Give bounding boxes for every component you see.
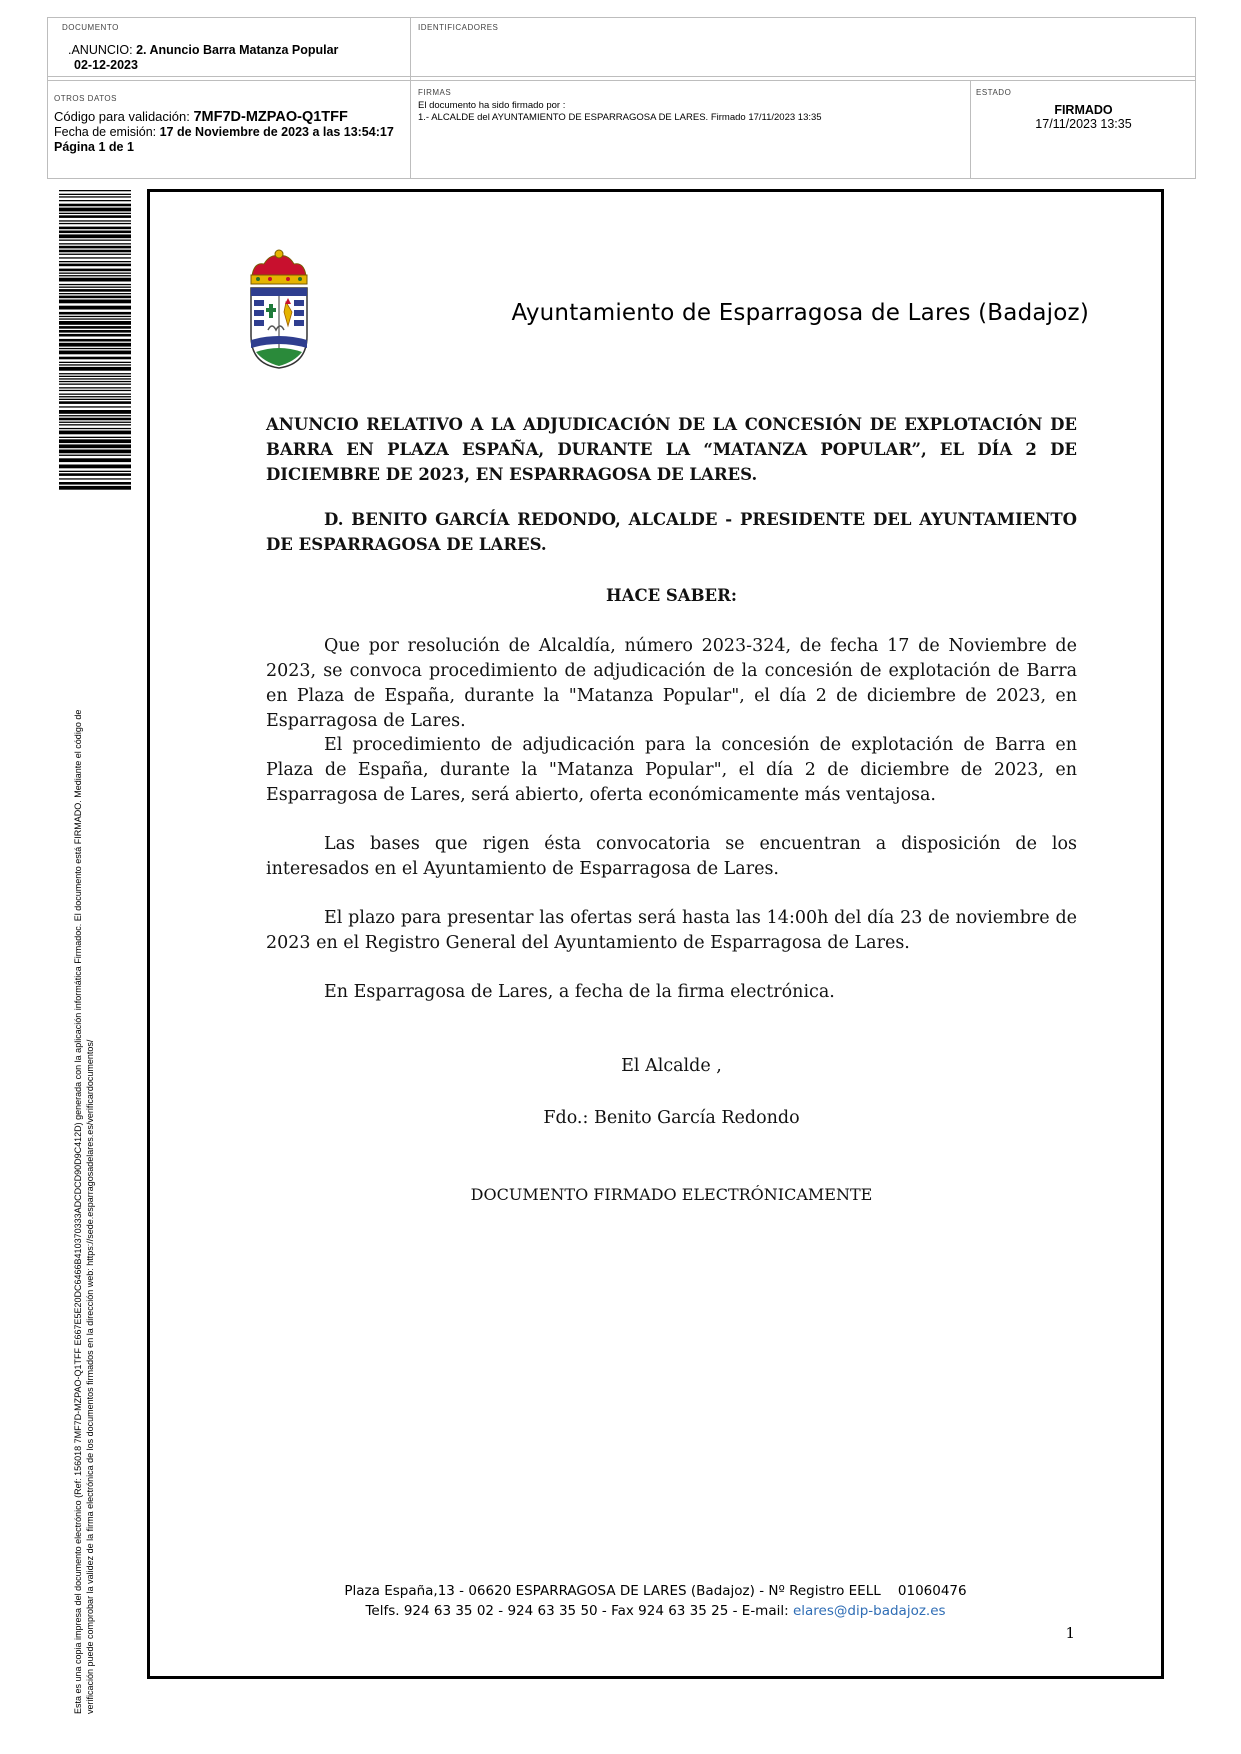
barcode-bar — [59, 273, 131, 274]
hace-saber-heading: HACE SABER: — [606, 586, 737, 605]
footer-phones: Telfs. 924 63 35 02 - 924 63 35 50 - Fax 924 63 35 25 - E-mail: — [365, 1603, 793, 1619]
firmas-cell — [418, 88, 963, 124]
barcode-bar — [59, 444, 131, 448]
estado-cell — [976, 88, 1191, 131]
barcode-bar — [59, 296, 131, 299]
barcode-bar — [59, 326, 131, 329]
documento-label: DOCUMENTO — [62, 23, 119, 32]
barcode-bar — [59, 220, 131, 221]
barcode-bar — [59, 455, 131, 456]
barcode-bar — [59, 424, 131, 425]
validation-code — [54, 109, 404, 125]
document-header-table — [47, 17, 1196, 179]
barcode-bar — [59, 204, 131, 207]
page-number: 1 — [1065, 1624, 1075, 1642]
documento-cell — [62, 23, 402, 72]
barcode-bar — [59, 348, 131, 349]
barcode-bar — [59, 196, 131, 197]
barcode-bar — [59, 278, 131, 282]
barcode-bar — [59, 284, 131, 285]
estado-label: ESTADO — [976, 88, 1012, 97]
barcode-bar — [59, 465, 131, 469]
barcode-bar — [59, 415, 131, 416]
barcode-bar — [59, 261, 131, 262]
signature-name: Fdo.: Benito García Redondo — [543, 1108, 800, 1128]
barcode-bar — [59, 269, 131, 272]
barcode-bar — [59, 254, 131, 255]
barcode-bar — [59, 364, 131, 365]
validation-code-label: Código para validación: — [54, 109, 194, 124]
emission-date-value: 17 de Noviembre de 2023 a las 13:54:17 — [159, 125, 394, 139]
verification-line-2: verificación puede comprobar la validez de la firma electrónica de los documentos firmados en la dirección web: https://sede.esparragosadelares.es/verificardocumentos/ — [85, 1039, 95, 1714]
barcode-bar — [59, 316, 131, 317]
barcode-bar — [59, 250, 131, 253]
documento-title — [62, 43, 402, 57]
paragraph-place-date: En Esparragosa de Lares, a fecha de la firma electrónica. — [324, 982, 835, 1002]
barcode-bar — [59, 478, 131, 479]
barcode-bar — [59, 357, 131, 360]
barcode-bar — [59, 422, 131, 423]
barcode-bar — [59, 373, 131, 374]
barcode-bar — [59, 367, 131, 371]
validation-code-value[interactable]: 7MF7D-MZPAO-Q1TFF — [193, 109, 348, 125]
verification-line-1: Esta es una copia impresa del documento electrónico (Ref: 156018 7MF7D-MZPAO-Q1TFF E667E5E20DC6466B410370333ADCDCD90D9C412D) generada con la aplicación informática Firmadoc. El documento está FIRMADO. Mediante el código de — [73, 709, 83, 1714]
documento-prefix: .ANUNCIO: — [68, 43, 137, 57]
barcode-bar — [59, 399, 131, 400]
barcode-bar — [59, 194, 131, 195]
firmas-signer: 1.- ALCALDE del AYUNTAMIENTO DE ESPARRAGOSA DE LARES. Firmado 17/11/2023 13:35 — [418, 112, 822, 123]
barcode-bar — [59, 450, 131, 454]
otros-datos-cell — [54, 94, 404, 155]
barcode-bar — [59, 289, 131, 292]
barcode-bar — [59, 431, 131, 435]
barcode-bar — [59, 471, 131, 472]
barcode-bar — [59, 381, 131, 382]
footer-contact — [150, 1603, 1161, 1619]
identificadores-label: IDENTIFICADORES — [418, 23, 499, 32]
barcode-bar — [59, 473, 131, 476]
barcode-bar — [59, 231, 131, 234]
barcode-bar — [59, 264, 131, 267]
barcode-bar — [59, 243, 131, 244]
barcode-bar — [59, 293, 131, 294]
announcement-heading: ANUNCIO RELATIVO A LA ADJUDICACIÓN DE LA CONCESIÓN DE EXPLOTACIÓN DE BARRA EN PLAZA ESPAÑA, DURANTE LA “MATANZA POPULAR”, EL DÍA 2 DE DICIEMBRE DE 2023, EN ESPARRAGOSA DE LARES. — [266, 415, 1077, 484]
barcode-bar — [59, 321, 131, 325]
footer-address: Plaza España,13 - 06620 ESPARRAGOSA DE LARES (Badajoz) - Nº Registro EELL 01060476 — [344, 1583, 967, 1599]
barcode-bar — [59, 208, 131, 212]
barcode-bar — [59, 384, 131, 385]
paragraph-deadline: El plazo para presentar las ofertas será hasta las 14:00h del día 23 de noviembre de 2023 en el Registro General del Ayuntamiento de Esparragosa de Lares. — [266, 908, 1077, 953]
electronic-signature-note: DOCUMENTO FIRMADO ELECTRÓNICAMENTE — [470, 1185, 873, 1204]
barcode-bar — [59, 257, 131, 258]
otros-datos-label: OTROS DATOS — [54, 94, 117, 103]
barcode-bar — [59, 390, 131, 391]
paragraph-procedure: El procedimiento de adjudicación para la concesión de explotación de Barra en Plaza de España, durante la "Matanza Popular", el día 2 de diciembre de 2023, en Esparragosa de Lares, será abierto, oferta económicamente más ventajosa. — [266, 735, 1077, 805]
barcode-bar — [59, 437, 131, 438]
barcode-bar — [59, 486, 131, 490]
barcode-bar — [59, 318, 131, 319]
barcode-bar — [59, 275, 131, 276]
barcode-bar — [59, 396, 131, 397]
barcode-bar — [59, 482, 131, 485]
letterhead-title: Ayuntamiento de Esparragosa de Lares (Badajoz) — [511, 300, 1089, 326]
barcode-bar — [59, 343, 131, 347]
barcode-bar — [59, 306, 131, 310]
identificadores-cell — [418, 23, 498, 32]
paragraph-bases: Las bases que rigen ésta convocatoria se encuentran a disposición de los interesados en el Ayuntamiento de Esparragosa de Lares. — [266, 834, 1077, 879]
barcode-bar — [59, 428, 131, 429]
barcode-bar — [59, 223, 131, 224]
barcode-bar — [59, 234, 131, 238]
barcode-bar — [59, 387, 131, 388]
barcode-bar — [59, 351, 131, 355]
barcode-bar — [59, 362, 131, 363]
page-count: Página 1 de 1 — [54, 140, 134, 154]
documento-name: 2. Anuncio Barra Matanza Popular — [136, 43, 339, 57]
barcode-bar — [59, 410, 131, 414]
barcode-bar — [59, 200, 131, 201]
firmas-intro: El documento ha sido firmado por : — [418, 100, 566, 111]
barcode-bar — [59, 190, 131, 191]
barcode-bar — [59, 418, 131, 421]
barcode-bar — [59, 401, 131, 404]
barcode-bar — [59, 334, 131, 337]
barcode-bar — [59, 227, 131, 230]
barcode-bar — [59, 376, 131, 377]
mayor-statement: D. BENITO GARCÍA REDONDO, ALCALDE - PRESIDENTE DEL AYUNTAMIENTO DE ESPARRAGOSA DE LARES. — [266, 510, 1077, 554]
documento-date: 02-12-2023 — [74, 58, 138, 72]
emission-date-label: Fecha de emisión: — [54, 125, 160, 139]
barcode-bar — [59, 246, 131, 249]
barcode-bar — [59, 439, 131, 443]
barcode-bar — [59, 330, 131, 333]
barcode-bar — [59, 300, 131, 304]
barcode-bar — [59, 213, 131, 214]
barcode-bar — [59, 339, 131, 342]
barcode-bar — [59, 378, 131, 379]
barcode-bar — [59, 287, 131, 288]
barcode-bar — [59, 312, 131, 315]
paragraph-resolution: Que por resolución de Alcaldía, número 2023-324, de fecha 17 de Noviembre de 2023, se convoca procedimiento de adjudicación de la concesión de explotación de Barra en Plaza de España, durante la "Matanza Popular", el día 2 de diciembre de 2023, en Esparragosa de Lares. — [266, 636, 1077, 731]
document-page — [147, 189, 1164, 1679]
estado-date: 17/11/2023 13:35 — [1035, 117, 1132, 131]
estado-value: FIRMADO — [1054, 103, 1113, 117]
verification-sidebar — [72, 534, 100, 1714]
footer-email-link[interactable]: elares@dip-badajoz.es — [792, 1603, 946, 1619]
barcode-bar — [59, 394, 131, 395]
barcode-bar — [59, 458, 131, 462]
barcode-bar — [59, 406, 131, 407]
barcode-bar — [59, 215, 131, 218]
coat-of-arms-icon — [246, 248, 312, 372]
barcode-bar — [59, 240, 131, 241]
barcode-icon — [59, 190, 131, 490]
signature-title: El Alcalde , — [621, 1056, 722, 1076]
firmas-label: FIRMAS — [418, 88, 452, 97]
emission-date — [54, 125, 404, 140]
